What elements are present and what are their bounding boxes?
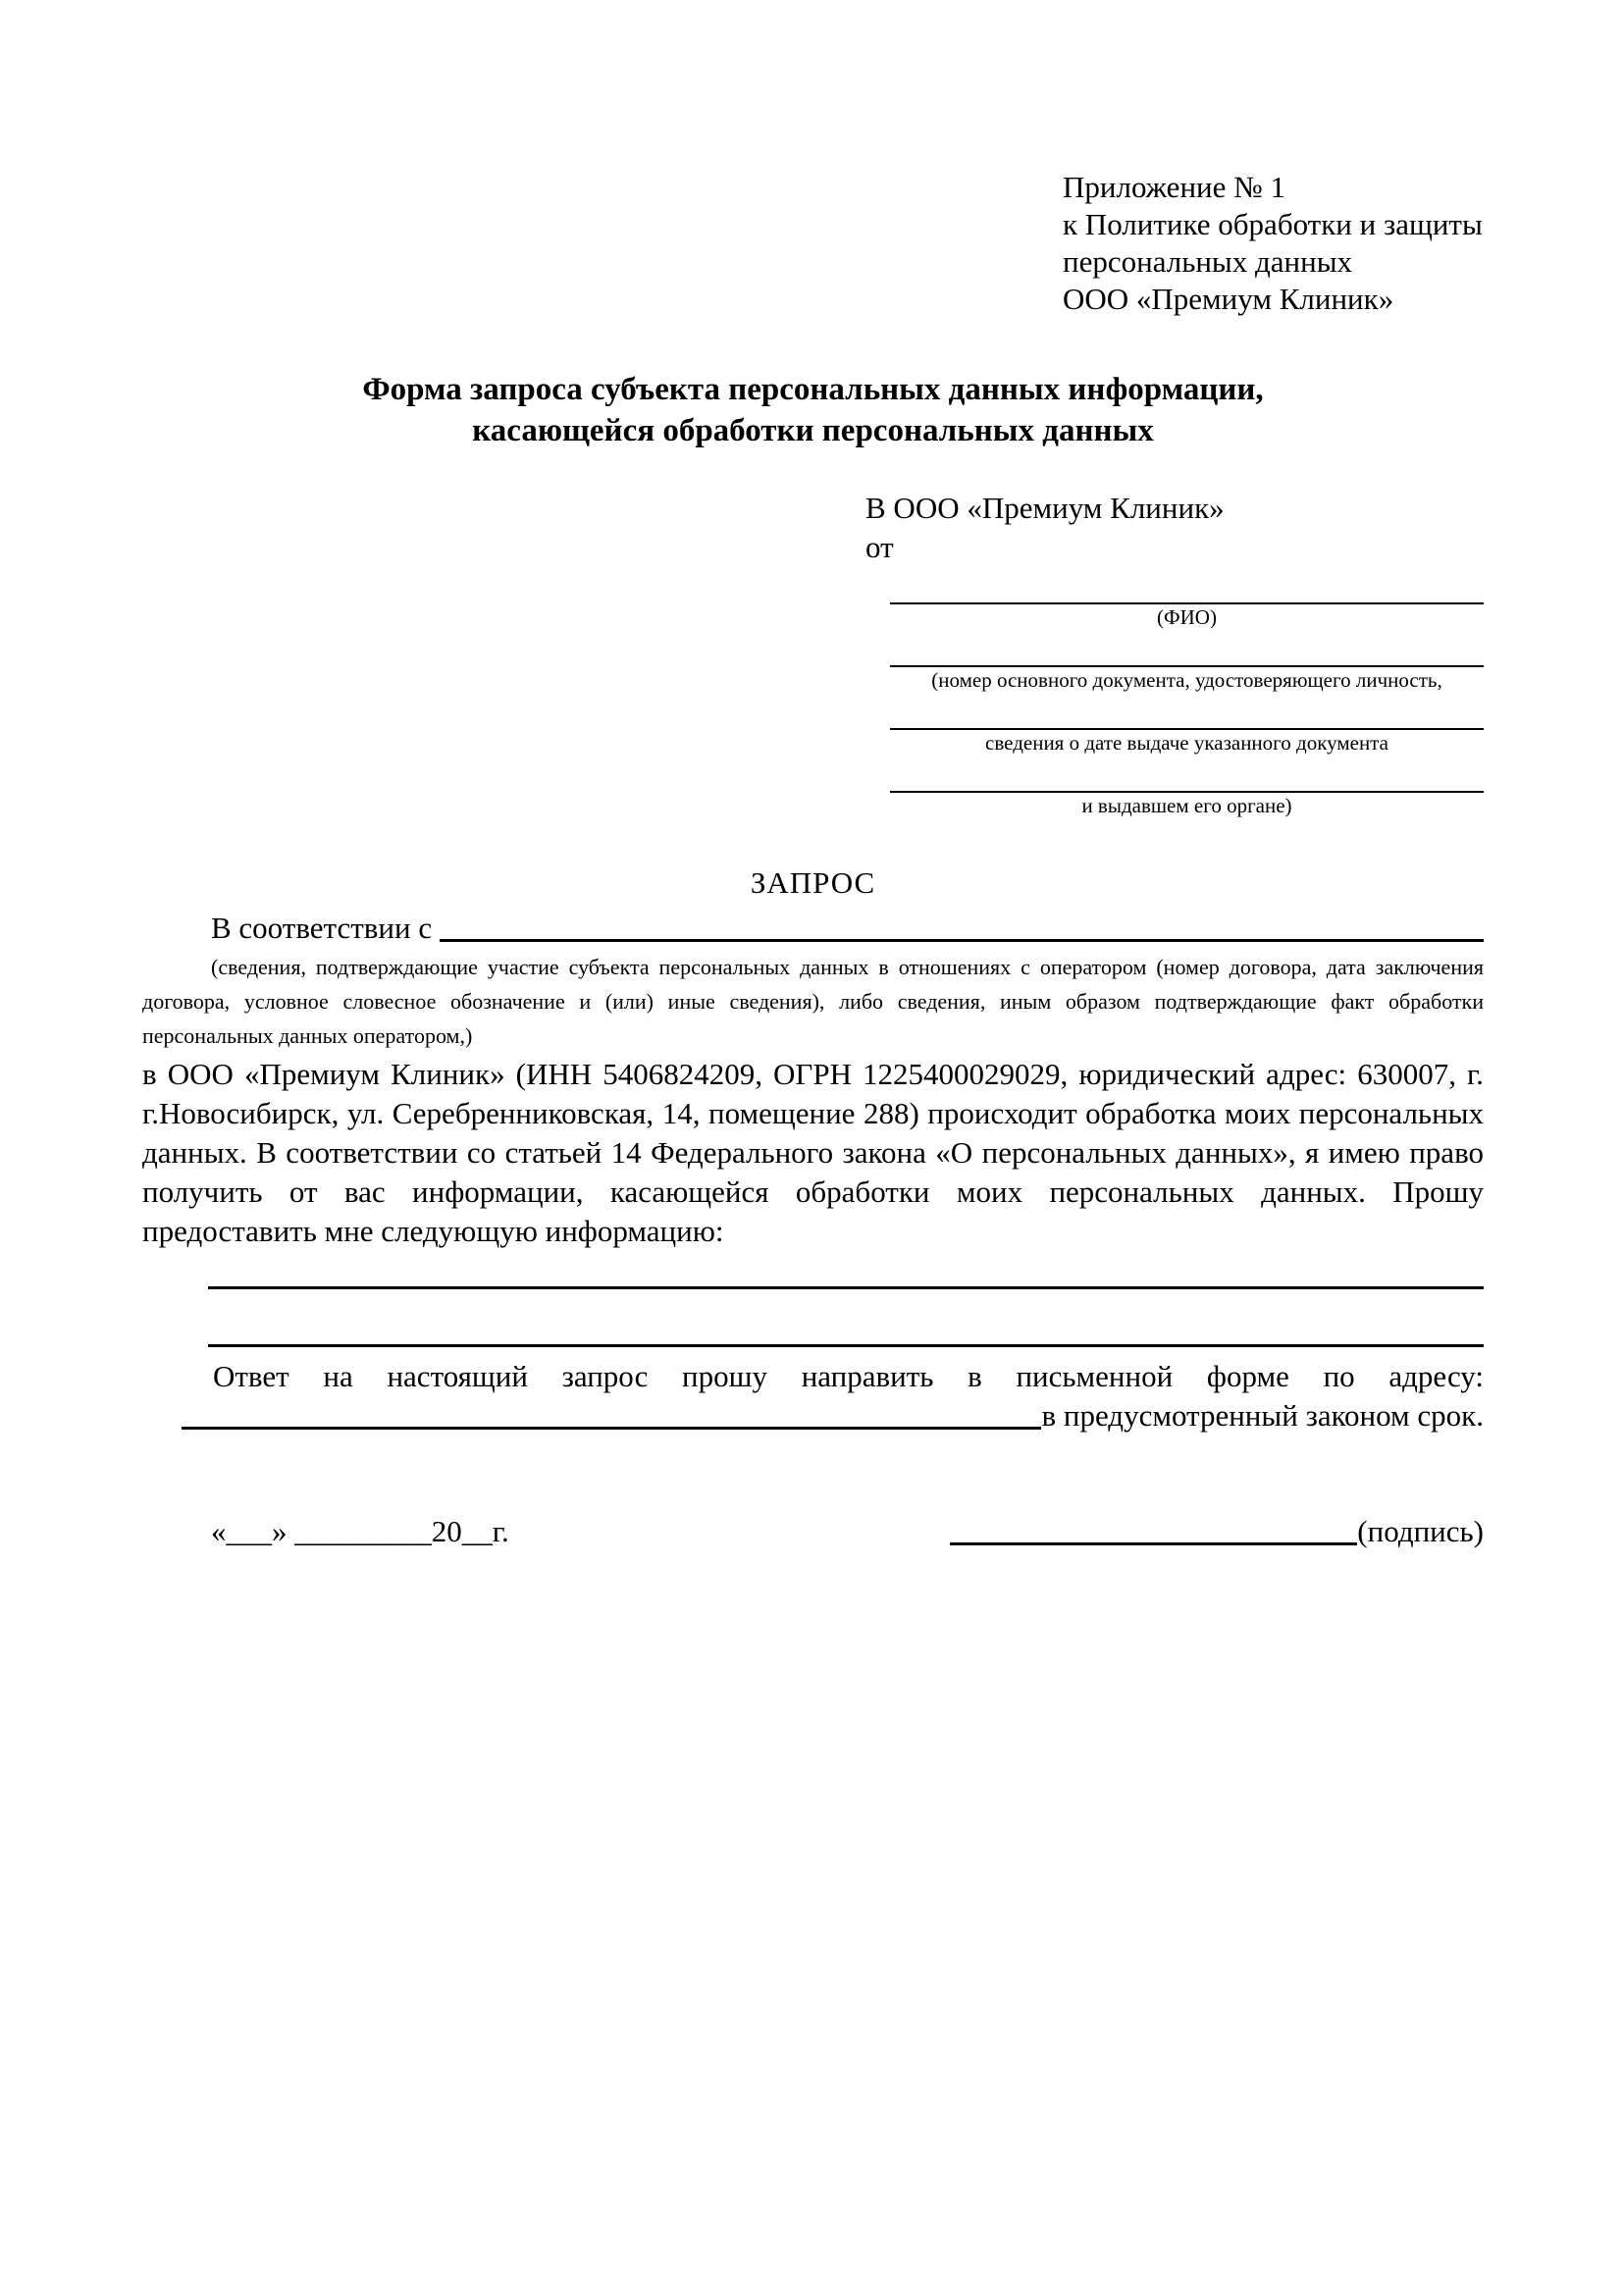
answer-paragraph: Ответ на настоящий запрос прошу направить в письменной форме по адресу: [213, 1359, 1484, 1393]
issuing-authority-blank-line [890, 783, 1484, 793]
document-number-caption: (номер основного документа, удостоверяющего личность, [931, 668, 1442, 692]
information-blank-line-2 [208, 1289, 1484, 1347]
appendix-line: Приложение № 1 [1063, 170, 1285, 204]
signature-block [950, 1512, 1484, 1551]
fio-field [865, 595, 1484, 630]
request-note: (сведения, подтверждающие участие субъекта персональных данных в отношениях с оператором (номер договора, дата заключения договора, условное словесное обозначение и (или) иные сведения), либо сведения, иным образом подтверждающие факт обработки персональных данных оператором,) [142, 955, 1484, 1048]
request-body-paragraph: в ООО «Премиум Клиник» (ИНН 5406824209, ОГРН 1225400029029, юридический адрес: 630007, г. г.Новосибирск, ул. Серебренниковская, 14, помещение 288) происходит обработка моих персональных данных. В соответствии со статьей 14 Федерального закона «О персональных данных», я имею право получить от вас информации, касающейся обработки моих персональных данных. Прошу предоставить мне следующую информацию: [142, 1057, 1484, 1248]
document-number-blank-line [890, 657, 1484, 667]
page-title [142, 369, 1484, 451]
signature-blank-line [950, 1542, 1357, 1545]
accordance-label: В соответствии с [211, 911, 433, 945]
issuing-authority-field [865, 783, 1484, 818]
addressee-from-label: от [865, 530, 894, 564]
appendix-line: персональных данных [1063, 244, 1353, 279]
accordance-blank-line [440, 939, 1484, 942]
issue-date-field [865, 720, 1484, 756]
accordance-line [142, 909, 1484, 948]
issue-date-caption: сведения о дате выдаче указанного документа [985, 731, 1388, 755]
date-signature-row [142, 1512, 1484, 1551]
fio-blank-line [890, 595, 1484, 604]
request-heading: ЗАПРОС [750, 865, 876, 900]
date-line: «___» _________20__г. [211, 1514, 509, 1548]
signature-caption: (подпись) [1357, 1514, 1484, 1548]
page-title-line-2: касающейся обработки персональных данных [472, 413, 1154, 448]
address-blank-line [182, 1427, 1041, 1430]
addressee-to: В ООО «Премиум Клиник» [865, 491, 1225, 525]
answer-suffix: в предусмотренный законом срок. [1041, 1398, 1484, 1433]
document-number-field [865, 657, 1484, 693]
fio-caption: (ФИО) [1157, 605, 1217, 629]
issuing-authority-caption: и выдавшем его органе) [1081, 794, 1292, 817]
information-blank-line-1 [208, 1251, 1484, 1289]
appendix-line: к Политике обработки и защиты [1063, 207, 1483, 241]
issue-date-blank-line [890, 720, 1484, 730]
appendix-line: ООО «Премиум Клиник» [1063, 282, 1394, 316]
appendix-block [1063, 169, 1484, 318]
address-line [142, 1396, 1484, 1435]
page-title-line-1: Форма запроса субъекта персональных данных информации, [362, 372, 1264, 407]
addressee-block [865, 489, 1484, 818]
